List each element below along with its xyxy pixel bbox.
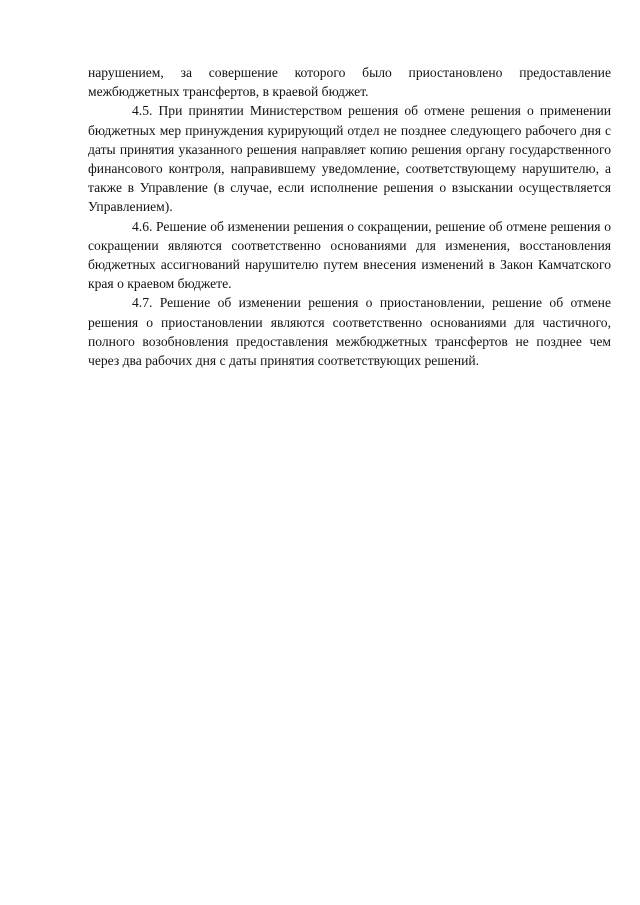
paragraph-4-6: 4.6. Решение об изменении решения о сокращении, решение об отмене решения о сокращении являются соответственно основаниями для изменения, восстановления бюджетных ассигнований нарушителю путем внесения изменений в Закон Камчатского края о краевом бюджете.	[88, 218, 611, 292]
paragraph-continuation: нарушением, за совершение которого было приостановлено предоставление межбюджетных трансфертов, в краевой бюджет.	[88, 65, 611, 100]
document-page	[88, 63, 611, 370]
paragraph-4-5: 4.5. При принятии Министерством решения об отмене решения о применении бюджетных мер принуждения курирующий отдел не позднее следующего рабочего дня с даты принятия указанного решения направляет копию решения органу государственного финансового контроля, направившему уведомление, соответствующему нарушителю, а также в Управление (в случае, если исполнение решения о взыскании осуществляется Управлением).	[88, 103, 611, 215]
paragraph-4-7: 4.7. Решение об изменении решения о приостановлении, решение об отмене решения о приостановлении являются соответственно основаниями для частичного, полного возобновления предоставления межбюджетных трансфертов не позднее чем через два рабочих дня с даты принятия соответствующих решений.	[88, 295, 611, 369]
